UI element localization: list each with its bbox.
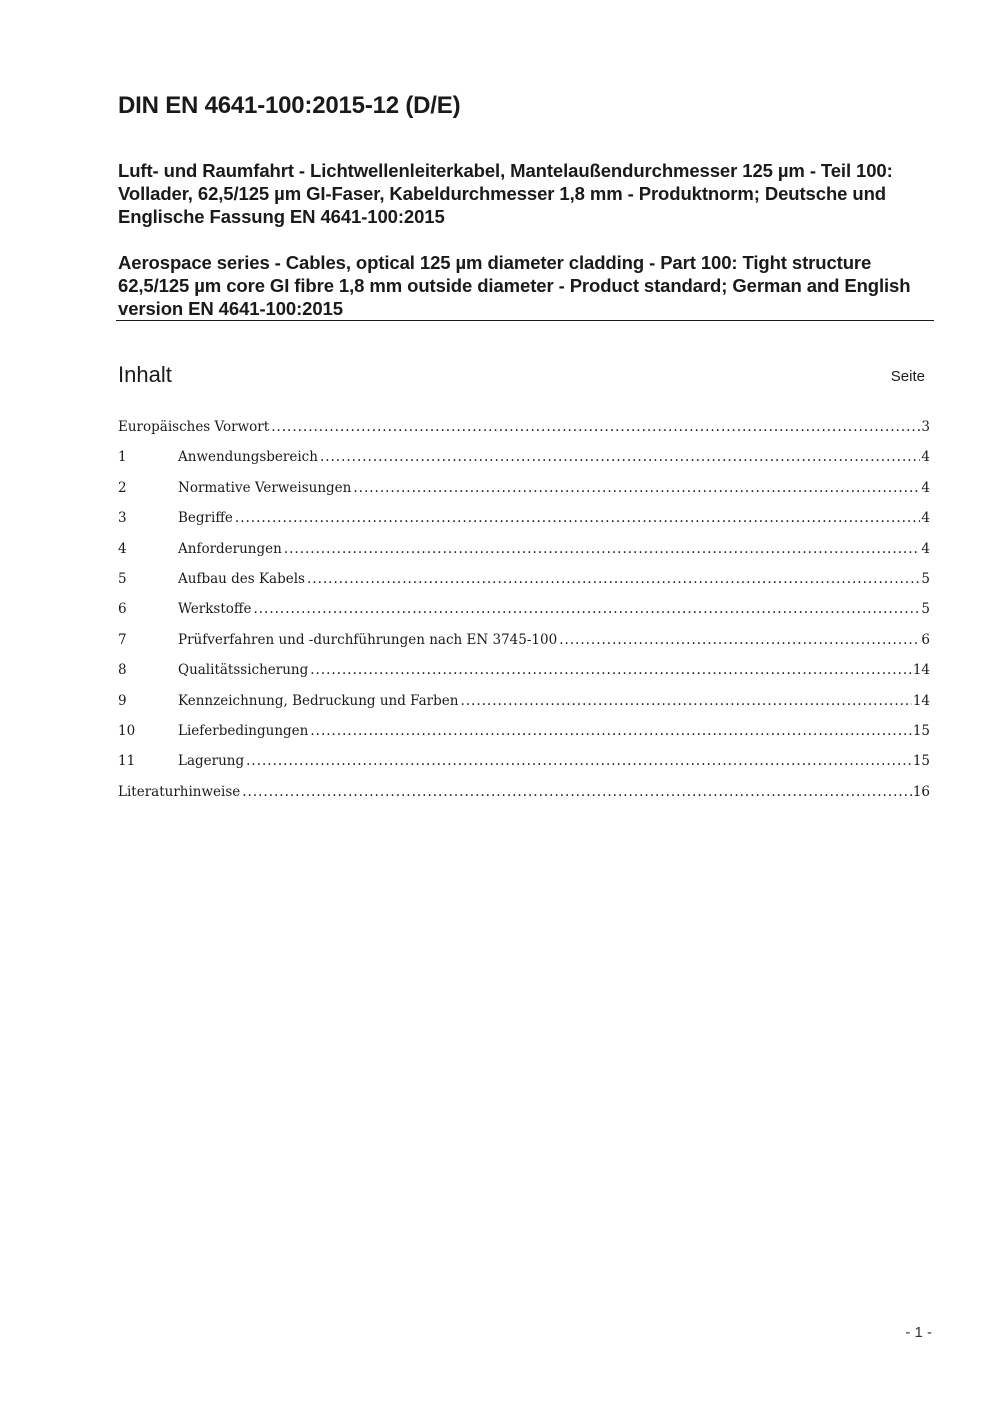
toc-entry-title: Normative Verweisungen [178, 479, 352, 496]
toc-dot-leader [271, 417, 920, 437]
toc-entry-page: 4 [921, 510, 930, 527]
toc-entry[interactable] [118, 539, 930, 569]
toc-page-column-label: Seite [890, 368, 925, 385]
toc-entry-title: Werkstoffe [178, 601, 252, 618]
toc-entry[interactable] [118, 660, 930, 690]
toc-entry-number: 8 [118, 662, 127, 679]
toc-entry-page: 4 [921, 479, 930, 496]
toc-entry-number: 9 [118, 692, 127, 709]
toc-entry-page: 4 [921, 540, 930, 557]
toc-entry[interactable] [118, 782, 930, 812]
toc-entry-title: Aufbau des Kabels [178, 570, 305, 587]
toc-dot-leader [310, 660, 912, 680]
toc-entry-title: Anforderungen [178, 540, 282, 557]
toc-dot-leader [460, 691, 911, 711]
toc-entry-page: 4 [921, 449, 930, 466]
toc-heading: Inhalt [118, 362, 172, 387]
toc-entry[interactable] [118, 569, 930, 599]
toc-entry-page: 15 [912, 753, 930, 770]
toc-dot-leader [353, 478, 920, 498]
toc-entry-number: 5 [118, 570, 127, 587]
page-number: - 1 - [905, 1324, 932, 1341]
toc-entry-title: Lagerung [178, 753, 245, 770]
toc-entry-title: Lieferbedingungen [178, 722, 309, 739]
toc-entry-page: 14 [912, 692, 930, 709]
toc-dot-leader [246, 751, 912, 771]
toc-entry[interactable] [118, 630, 930, 660]
toc-entry[interactable] [118, 417, 930, 447]
toc-entry-page: 16 [912, 783, 930, 800]
toc-dot-leader [242, 782, 912, 802]
title-divider [116, 320, 934, 321]
toc-dot-leader [320, 447, 920, 467]
toc-entry-page: 14 [912, 662, 930, 679]
toc-entry-title: Anwendungsbereich [178, 449, 318, 466]
toc-dot-leader [253, 599, 920, 619]
toc-entry-title: Literaturhinweise [118, 783, 241, 800]
subtitle-german: Luft- und Raumfahrt - Lichtwellenleiterkabel, Mantelaußendurchmesser 125 µm - Teil 100: Vollader, 62,5/125 µm GI-Faser, Kabeldurchmesser 1,8 mm - Produktnorm; Deutsche und Englische Fassung EN 4641-100:2015 [118, 160, 893, 227]
toc-entry-title: Qualitätssicherung [178, 662, 309, 679]
toc-entry-number: 10 [118, 722, 136, 739]
toc-entry-title: Begriffe [178, 510, 233, 527]
toc-entry[interactable] [118, 751, 930, 781]
toc-entry-title: Kennzeichnung, Bedruckung und Farben [178, 692, 459, 709]
toc-entry[interactable] [118, 691, 930, 721]
toc-dot-leader [284, 539, 921, 559]
toc-dot-leader [235, 508, 921, 528]
toc-entry-number: 3 [118, 510, 127, 527]
toc-entry-page: 5 [921, 570, 930, 587]
toc-entry-number: 7 [118, 631, 127, 648]
toc-entry[interactable] [118, 599, 930, 629]
toc-entry-title: Prüfverfahren und -durchführungen nach EN 3745-100 [178, 631, 558, 648]
toc-entry-page: 15 [912, 722, 930, 739]
toc-entry[interactable] [118, 478, 930, 508]
subtitle-english: Aerospace series - Cables, optical 125 µm diameter cladding - Part 100: Tight structure 62,5/125 µm core GI fibre 1,8 mm outside diameter - Product standard; German and English version EN 4641-100:2015 [118, 252, 911, 319]
toc-entry[interactable] [118, 721, 930, 751]
toc-entry[interactable] [118, 447, 930, 477]
toc-entry-number: 1 [118, 449, 127, 466]
toc-entry-page: 6 [921, 631, 930, 648]
table-of-contents [118, 417, 930, 812]
toc-entry-page: 3 [921, 419, 930, 435]
toc-entry-title: Europäisches Vorwort [118, 419, 270, 435]
toc-entry-number: 2 [118, 479, 127, 496]
toc-dot-leader [559, 630, 920, 650]
toc-dot-leader [310, 721, 911, 741]
toc-dot-leader [307, 569, 920, 589]
toc-entry-number: 11 [118, 753, 136, 770]
toc-entry-number: 4 [118, 540, 127, 557]
document-title: DIN EN 4641-100:2015-12 (D/E) [118, 92, 461, 119]
toc-entry[interactable] [118, 508, 930, 538]
toc-entry-page: 5 [921, 601, 930, 618]
toc-entry-number: 6 [118, 601, 127, 618]
